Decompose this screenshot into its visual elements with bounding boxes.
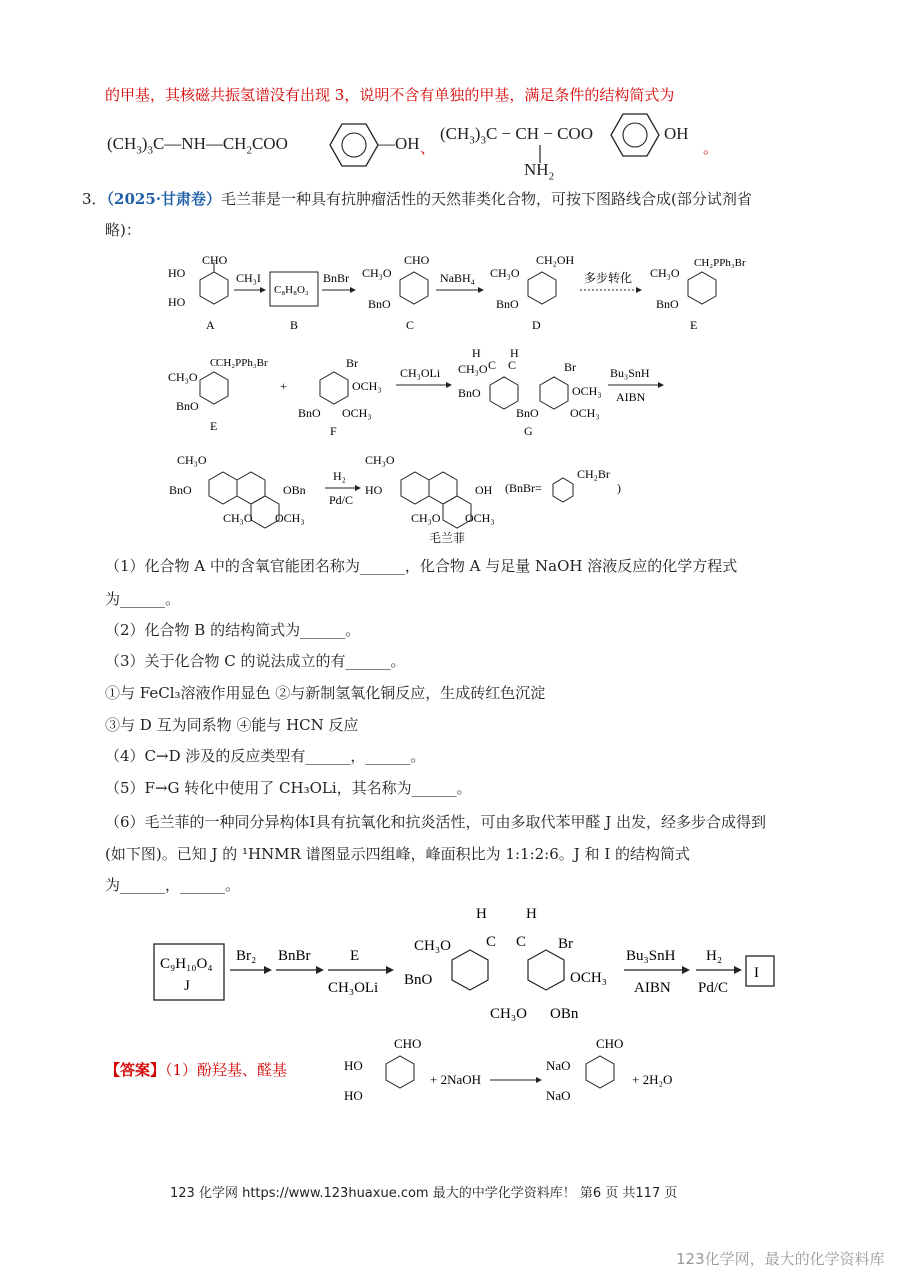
- svg-text:BnO: BnO: [516, 406, 539, 420]
- scheme-4: [150, 900, 790, 1030]
- svg-text:CH₃O: CH₃O: [490, 1006, 527, 1022]
- scheme-1: [160, 250, 800, 340]
- svg-text:HO: HO: [168, 266, 186, 280]
- svg-text:CH₃OLi: CH₃OLi: [400, 366, 441, 380]
- svg-text:CHO: CHO: [404, 253, 430, 267]
- svg-text:C: C: [406, 318, 415, 332]
- svg-text:CH₃O: CH₃O: [177, 453, 207, 467]
- svg-text:OH: OH: [475, 483, 493, 497]
- svg-text:CH₃O: CH₃O: [223, 511, 253, 525]
- svg-text:HO: HO: [344, 1058, 363, 1073]
- svg-text:B: B: [290, 318, 299, 332]
- svg-text:C: C: [508, 358, 517, 372]
- svg-text:CH₃O: CH₃O: [414, 938, 451, 954]
- svg-text:CH₃O: CH₃O: [168, 370, 198, 384]
- svg-text:CH₂Br: CH₂Br: [577, 467, 610, 481]
- structure-2-ring: [605, 110, 665, 160]
- q-3: （3）关于化合物 C 的说法成立的有______。: [105, 652, 406, 670]
- q-4: （4）C→D 涉及的反应类型有______，______。: [105, 747, 426, 765]
- q-3-options-1: ①与 FeCl₃溶液作用显色 ②与新制氢氧化铜反应，生成砖红色沉淀: [105, 684, 546, 702]
- svg-text:H₂: H₂: [706, 948, 723, 964]
- svg-text:NaBH₄: NaBH₄: [440, 271, 475, 285]
- svg-text:H₂: H₂: [333, 469, 346, 483]
- svg-text:多步转化: 多步转化: [584, 271, 633, 285]
- answer-line: 【答案】（1）酚羟基、醛基: [105, 1061, 288, 1079]
- svg-text:AIBN: AIBN: [634, 980, 671, 996]
- svg-text:G: G: [524, 424, 533, 438]
- svg-text:Bu₃SnH: Bu₃SnH: [626, 948, 676, 964]
- svg-text:C: C: [486, 934, 497, 950]
- svg-text:CH₂PPh₃Br: CH₂PPh₃Br: [694, 257, 746, 269]
- svg-text:+ 2H₂O: + 2H₂O: [632, 1072, 673, 1087]
- q-6-line3: 为______，______。: [105, 876, 241, 894]
- svg-text:CH₂PPh₃Br: CH₂PPh₃Br: [216, 357, 268, 369]
- q-6-line1: （6）毛兰菲的一种同分异构体I具有抗氧化和抗炎活性，可由多取代苯甲醛 J 出发，经多步合成得到: [105, 813, 767, 831]
- svg-text:BnO: BnO: [368, 297, 391, 311]
- svg-text:CHO: CHO: [202, 253, 228, 267]
- svg-text:OCH₃: OCH₃: [342, 406, 372, 420]
- svg-text:HO: HO: [168, 295, 186, 309]
- svg-text:CH₃OLi: CH₃OLi: [328, 980, 379, 996]
- svg-text:C₉H₁₀O₄: C₉H₁₀O₄: [160, 956, 213, 972]
- answer-label: 【答案】: [105, 1061, 166, 1079]
- compound-a: [168, 253, 228, 332]
- svg-text:J: J: [184, 978, 190, 994]
- svg-text:BnO: BnO: [404, 972, 433, 988]
- svg-text:BnO: BnO: [458, 386, 481, 400]
- svg-text:HO: HO: [365, 483, 383, 497]
- svg-text:CH₃I: CH₃I: [236, 271, 261, 285]
- svg-text:BnO: BnO: [496, 297, 519, 311]
- svg-text:OCH₃: OCH₃: [352, 379, 382, 393]
- svg-text:H: H: [476, 906, 487, 922]
- q-3-options-2: ③与 D 互为同系物 ④能与 HCN 反应: [105, 716, 359, 734]
- svg-text:H: H: [472, 346, 481, 360]
- svg-text:Br: Br: [564, 360, 576, 374]
- svg-text:C₈H₈O₃: C₈H₈O₃: [274, 284, 309, 296]
- svg-text:E: E: [210, 419, 218, 433]
- svg-text:(BnBr=: (BnBr=: [505, 481, 542, 495]
- svg-text:NaO: NaO: [546, 1058, 571, 1073]
- svg-text:CHO: CHO: [394, 1036, 422, 1051]
- svg-text:BnO: BnO: [169, 483, 192, 497]
- structure-2-end: 。: [703, 139, 719, 157]
- svg-text:CH₃O: CH₃O: [490, 266, 520, 280]
- svg-text:OCH₃: OCH₃: [275, 511, 305, 525]
- svg-text:Pd/C: Pd/C: [698, 980, 729, 996]
- page-footer: 123 化学网 https://www.123huaxue.com 最大的中学化学资料库！ 第6 页 共117 页: [170, 1186, 678, 1201]
- q-5: （5）F→G 转化中使用了 CH₃OLi，其名称为______。: [105, 779, 472, 797]
- svg-text:Br: Br: [346, 356, 358, 370]
- svg-text:HO: HO: [344, 1088, 363, 1103]
- structure-1-oh: —OH: [378, 134, 420, 153]
- q-2: （2）化合物 B 的结构简式为______。: [105, 621, 361, 639]
- svg-text:OBn: OBn: [283, 483, 306, 497]
- svg-text:I: I: [754, 965, 759, 981]
- svg-text:C: C: [210, 357, 218, 369]
- structure-2-oh: OH: [664, 124, 689, 143]
- watermark: 123化学网，最大的化学资料库: [676, 1250, 885, 1268]
- svg-text:+: +: [280, 379, 287, 393]
- svg-text:Br₂: Br₂: [236, 948, 257, 964]
- answer-equation: [340, 1030, 700, 1110]
- svg-text:F: F: [330, 424, 337, 438]
- svg-text:CH₃O: CH₃O: [411, 511, 441, 525]
- svg-text:CH₃O: CH₃O: [458, 362, 488, 376]
- svg-text:): ): [617, 481, 621, 495]
- q-1-line1: （1）化合物 A 中的含氧官能团名称为______，化合物 A 与足量 NaOH 溶液反应的化学方程式: [105, 557, 738, 575]
- svg-text:CH₃O: CH₃O: [365, 453, 395, 467]
- svg-text:CH₃O: CH₃O: [650, 266, 680, 280]
- svg-text:OCH₃: OCH₃: [570, 406, 600, 420]
- svg-text:BnO: BnO: [298, 406, 321, 420]
- svg-text:H: H: [510, 346, 519, 360]
- q-6-line2: (如下图)。已知 J 的 ¹HNMR 谱图显示四组峰，峰面积比为 1:1:2:6。J 和 I 的结构简式: [105, 845, 691, 863]
- svg-text:A: A: [206, 318, 215, 332]
- svg-text:H: H: [526, 906, 537, 922]
- svg-text:OCH₃: OCH₃: [465, 511, 495, 525]
- intro-line: 的甲基，其核磁共振氢谱没有出现 3，说明不含有单独的甲基，满足条件的结构简式为: [105, 86, 675, 104]
- svg-text:AIBN: AIBN: [616, 390, 646, 404]
- svg-text:BnBr: BnBr: [278, 948, 311, 964]
- question-3-stem: 3．（2025·甘肃卷）毛兰菲是一种具有抗肿瘤活性的天然菲类化合物，可按下图路线合成(部分试剂省: [82, 190, 752, 208]
- svg-text:Bu₃SnH: Bu₃SnH: [610, 366, 650, 380]
- svg-text:OBn: OBn: [550, 1006, 579, 1022]
- svg-text:Pd/C: Pd/C: [329, 493, 354, 507]
- svg-text:C: C: [488, 358, 497, 372]
- question-source: （2025·甘肃卷）: [106, 190, 222, 208]
- question-3-stem-line2: 略)：: [105, 221, 141, 239]
- svg-text:+ 2NaOH: + 2NaOH: [430, 1072, 482, 1087]
- structure-2-text: $(CH_3)_3C$ − CH − COO: [440, 124, 593, 147]
- scheme-2: [160, 345, 680, 440]
- q-1-line2: 为______。: [105, 590, 181, 608]
- svg-text:E: E: [350, 948, 360, 964]
- svg-text:CHO: CHO: [596, 1036, 624, 1051]
- svg-text:C: C: [516, 934, 527, 950]
- svg-text:CH₂OH: CH₂OH: [536, 253, 575, 267]
- svg-text:OCH₃: OCH₃: [570, 970, 607, 986]
- structure-1-text: $(CH_3)_3C—NH—CH_2COO$: [107, 134, 288, 157]
- scheme-3: [165, 450, 665, 545]
- svg-text:毛兰菲: 毛兰菲: [429, 531, 466, 545]
- svg-text:CH₃O: CH₃O: [362, 266, 392, 280]
- svg-text:E: E: [690, 318, 698, 332]
- svg-text:Br: Br: [558, 936, 573, 952]
- svg-text:BnO: BnO: [656, 297, 679, 311]
- separator: 、: [420, 139, 436, 157]
- svg-text:BnBr: BnBr: [323, 271, 350, 285]
- svg-text:D: D: [532, 318, 541, 332]
- svg-text:NaO: NaO: [546, 1088, 571, 1103]
- svg-text:OCH₃: OCH₃: [572, 384, 602, 398]
- structure-2-nh2: $NH_2$: [524, 160, 555, 183]
- svg-text:BnO: BnO: [176, 399, 199, 413]
